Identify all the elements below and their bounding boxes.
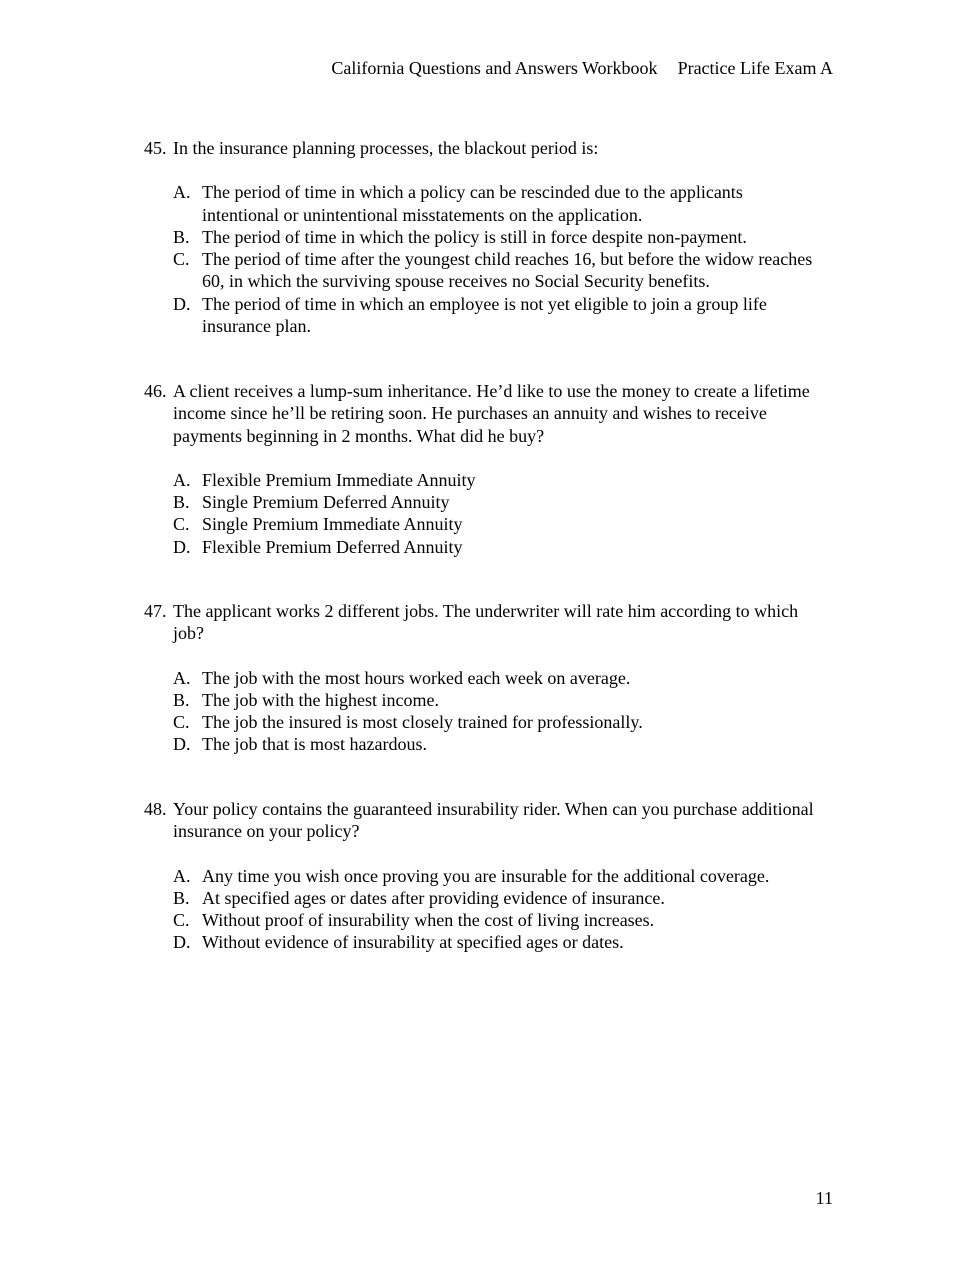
choice-text: Flexible Premium Immediate Annuity <box>202 469 476 490</box>
choice-text: Without proof of insurability when the cost of living increases. <box>202 910 655 931</box>
question-number: 47. <box>144 601 167 621</box>
choice-text: Any time you wish once proving you are insurable for the additional coverage. <box>202 865 770 886</box>
choice-text: Single Premium Immediate Annuity <box>202 514 463 535</box>
choice-letter: C. <box>173 249 190 270</box>
question-stem <box>144 798 824 843</box>
answer-choice-d <box>173 536 824 558</box>
question-stem <box>144 380 824 447</box>
page-number: 11 <box>815 1188 833 1208</box>
choice-letter: D. <box>173 734 191 755</box>
question-45 <box>144 137 824 337</box>
choice-text: Single Premium Deferred Annuity <box>202 492 450 513</box>
question-text: A client receives a lump-sum inheritance. He’d like to use the money to create a lifetime income since he’ll be retiring soon. He purchases an annuity and wishes to receive payments beginning in 2 months. What did he buy? <box>173 381 810 446</box>
choice-text: At specified ages or dates after providing evidence of insurance. <box>202 887 665 908</box>
answer-choice-c <box>173 513 824 535</box>
choice-letter: A. <box>173 865 191 886</box>
answer-choice-c <box>173 711 824 733</box>
choice-text: The period of time in which the policy is still in force despite non-payment. <box>202 226 747 247</box>
choice-letter: B. <box>173 689 190 710</box>
choice-text: Flexible Premium Deferred Annuity <box>202 536 463 557</box>
question-number: 48. <box>144 799 167 819</box>
choice-letter: C. <box>173 514 190 535</box>
answer-choice-b <box>173 491 824 513</box>
choice-letter: C. <box>173 910 190 931</box>
answer-choice-c <box>173 909 824 931</box>
question-text: In the insurance planning processes, the blackout period is: <box>173 138 599 158</box>
answer-choice-b <box>173 887 824 909</box>
answer-choices <box>144 469 824 558</box>
question-stem <box>144 137 824 159</box>
answer-choice-c <box>173 248 824 293</box>
question-47 <box>144 600 824 756</box>
choice-text: The job with the most hours worked each week on average. <box>202 667 631 688</box>
answer-choice-a <box>173 667 824 689</box>
answer-choice-a <box>173 469 824 491</box>
answer-choices <box>144 667 824 756</box>
answer-choices <box>144 181 824 337</box>
choice-text: The job with the highest income. <box>202 689 439 710</box>
choice-text: The job that is most hazardous. <box>202 734 427 755</box>
answer-choice-d <box>173 293 824 338</box>
choice-text: The period of time in which a policy can be rescinded due to the applicants intentional or unintentional misstatements on the application. <box>202 182 743 225</box>
choice-letter: D. <box>173 536 191 557</box>
choice-letter: D. <box>173 932 191 953</box>
choice-letter: A. <box>173 667 191 688</box>
answer-choice-b <box>173 689 824 711</box>
choice-letter: A. <box>173 469 191 490</box>
question-number: 46. <box>144 381 167 401</box>
page-header <box>331 57 833 79</box>
question-stem <box>144 600 824 645</box>
choice-letter: B. <box>173 492 190 513</box>
workbook-title: California Questions and Answers Workbook <box>331 58 658 78</box>
question-text: Your policy contains the guaranteed insurability rider. When can you purchase additional insurance on your policy? <box>173 799 814 842</box>
question-46 <box>144 380 824 558</box>
exam-title: Practice Life Exam A <box>677 58 833 78</box>
question-48 <box>144 798 824 954</box>
choice-letter: A. <box>173 182 191 203</box>
answer-choice-a <box>173 865 824 887</box>
choice-text: The job the insured is most closely trained for professionally. <box>202 712 643 733</box>
answer-choice-a <box>173 181 824 226</box>
answer-choice-b <box>173 226 824 248</box>
choice-letter: B. <box>173 226 190 247</box>
choice-letter: C. <box>173 712 190 733</box>
question-text: The applicant works 2 different jobs. The underwriter will rate him according to which job? <box>173 601 799 644</box>
answer-choice-d <box>173 931 824 953</box>
choice-text: Without evidence of insurability at specified ages or dates. <box>202 932 624 953</box>
answer-choices <box>144 865 824 954</box>
question-number: 45. <box>144 138 167 158</box>
choice-text: The period of time in which an employee is not yet eligible to join a group life insurance plan. <box>202 293 767 337</box>
choice-letter: B. <box>173 887 190 908</box>
answer-choice-d <box>173 733 824 755</box>
choice-text: The period of time after the youngest child reaches 16, but before the widow reaches 60, in which the surviving spouse receives no Social Security benefits. <box>202 249 813 292</box>
choice-letter: D. <box>173 293 191 314</box>
